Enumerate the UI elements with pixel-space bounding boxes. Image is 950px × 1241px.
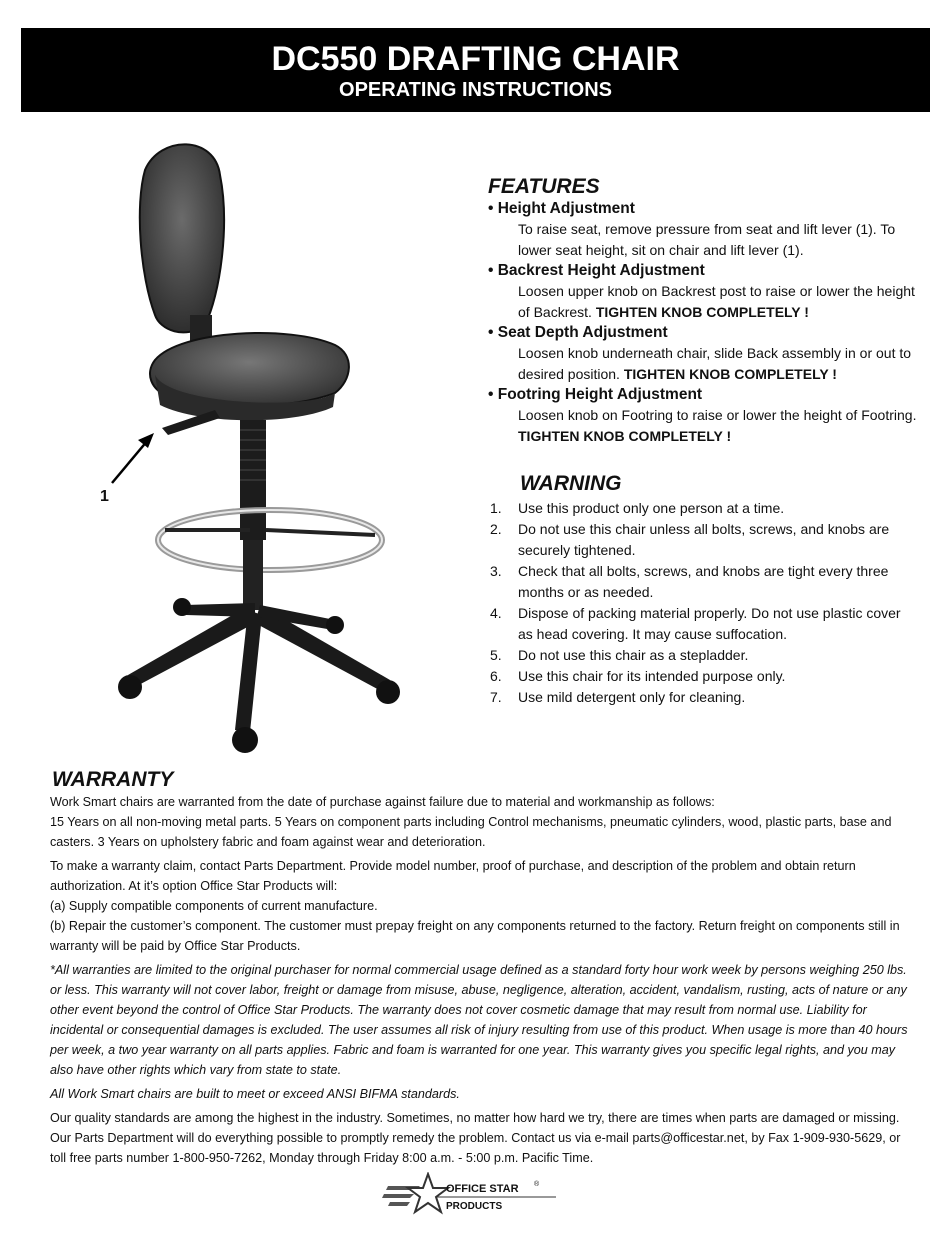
parts-contact-paragraph: Our quality standards are among the highest in the industry. Sometimes, no matter how hard we try, there are times when parts are damaged or missing. Our Parts Department will do everything possible to promptly remedy the problem. Contact us via e-mail parts@officestar.net, by Fax 1-909-930-5629, or toll free parts number 1-800-950-7262, Monday through Friday 8:00 a.m. - 5:00 p.m. Pacific Time. [50,1111,901,1165]
tighten-warning: TIGHTEN KNOB COMPLETELY ! [623,366,837,382]
chair-illustration [90,135,420,765]
warning-item: 1. Use this product only one person at a time. [490,500,785,516]
warning-heading: WARNING [520,472,622,495]
warranty-heading: WARRANTY [52,768,174,791]
feature-description: To raise seat, remove pressure from seat and lift lever (1). To lower seat height, sit on chair and lift lever (1). [518,221,896,258]
features-section [488,175,918,447]
feature-title: • Footring Height Adjustment [488,386,703,403]
feature-description: Loosen knob on Footring to raise or lower the height of Footring. TIGHTEN KNOB COMPLETELY ! [518,407,917,444]
warning-item: 2. Do not use this chair unless all bolts, screws, and knobs are securely tightened. [490,521,890,558]
warranty-section [50,768,910,1172]
svg-text:OFFICE STAR: OFFICE STAR [446,1183,519,1195]
warranty-paragraph: Work Smart chairs are warranted from the date of purchase against failure due to material and workmanship as follows: 15 Years on all non-moving metal parts. 5 Years on component parts including Control mechanisms, pneumatic cylinders, wood, plastic parts, base and casters. 3 Years on upholstery fabric and foam against wear and deterioration. [50,795,892,849]
feature-title: • Seat Depth Adjustment [488,324,668,341]
warning-item: 4. Dispose of packing material properly. Do not use plastic cover as head covering. It may cause suffocation. [490,605,901,642]
feature-item [488,323,918,385]
bifma-statement: All Work Smart chairs are built to meet or exceed ANSI BIFMA standards. [50,1087,460,1101]
warning-item: 3. Check that all bolts, screws, and knobs are tight every three months or as needed. [490,563,889,600]
feature-description: Loosen upper knob on Backrest post to raise or lower the height of Backrest. TIGHTEN KNOB COMPLETELY ! [518,283,915,320]
feature-description: Loosen knob underneath chair, slide Back assembly in or out to desired position. TIGHTEN KNOB COMPLETELY ! [518,345,912,382]
svg-text:PRODUCTS: PRODUCTS [446,1201,503,1212]
features-heading: FEATURES [488,175,600,198]
feature-title: • Backrest Height Adjustment [488,262,705,279]
warning-item: 7. Use mild detergent only for cleaning. [490,689,746,705]
feature-item [488,199,918,261]
lever-pointer-arrow [112,440,148,483]
warning-item: 5. Do not use this chair as a stepladder. [490,647,749,663]
warning-list [488,498,918,708]
warranty-limitations: *All warranties are limited to the original purchaser for normal commercial usage defined as a standard forty hour work week by persons weighing 250 lbs. or less. This warranty will not cover labor, freight or damage from misuse, abuse, negligence, alteration, accident, vandalism, rusting, acts of nature or any other event beyond the control of Office Star Products. The warranty does not cover cosmetic damage that may result from normal use. Liability for incidental or consequential damages is excluded. The user assumes all risk of injury resulting from use of this product. When usage is more than 40 hours per week, a two year warranty on all parts applies. Fabric and foam is warranted for one year. This warranty gives you specific legal rights, and you may also have other rights which vary from state to state. [50,963,908,1077]
warranty-paragraph: To make a warranty claim, contact Parts Department. Provide model number, proof of purchase, and description of the problem and obtain return authorization. At it’s option Office Star Products will: (a) Supply compatible components of current manufacture. (b) Repair the customer’s component. The customer must prepay freight on any components returned to the factory. Return freight on components still in warranty will be paid by Office Star Products. [50,859,900,953]
feature-title: • Height Adjustment [488,200,635,217]
feature-item [488,261,918,323]
document-title: DC550 DRAFTING CHAIR [271,40,680,78]
tighten-warning: TIGHTEN KNOB COMPLETELY ! [518,428,732,444]
document-subtitle: OPERATING INSTRUCTIONS [339,79,612,101]
lever-label: 1 [100,488,109,505]
warning-item: 6. Use this chair for its intended purpose only. [490,668,786,684]
warning-section [488,472,918,708]
office-star-logo [380,1172,560,1216]
svg-text:®: ® [534,1181,540,1188]
feature-item [488,385,918,447]
tighten-warning: TIGHTEN KNOB COMPLETELY ! [595,304,809,320]
title-banner [21,28,930,112]
